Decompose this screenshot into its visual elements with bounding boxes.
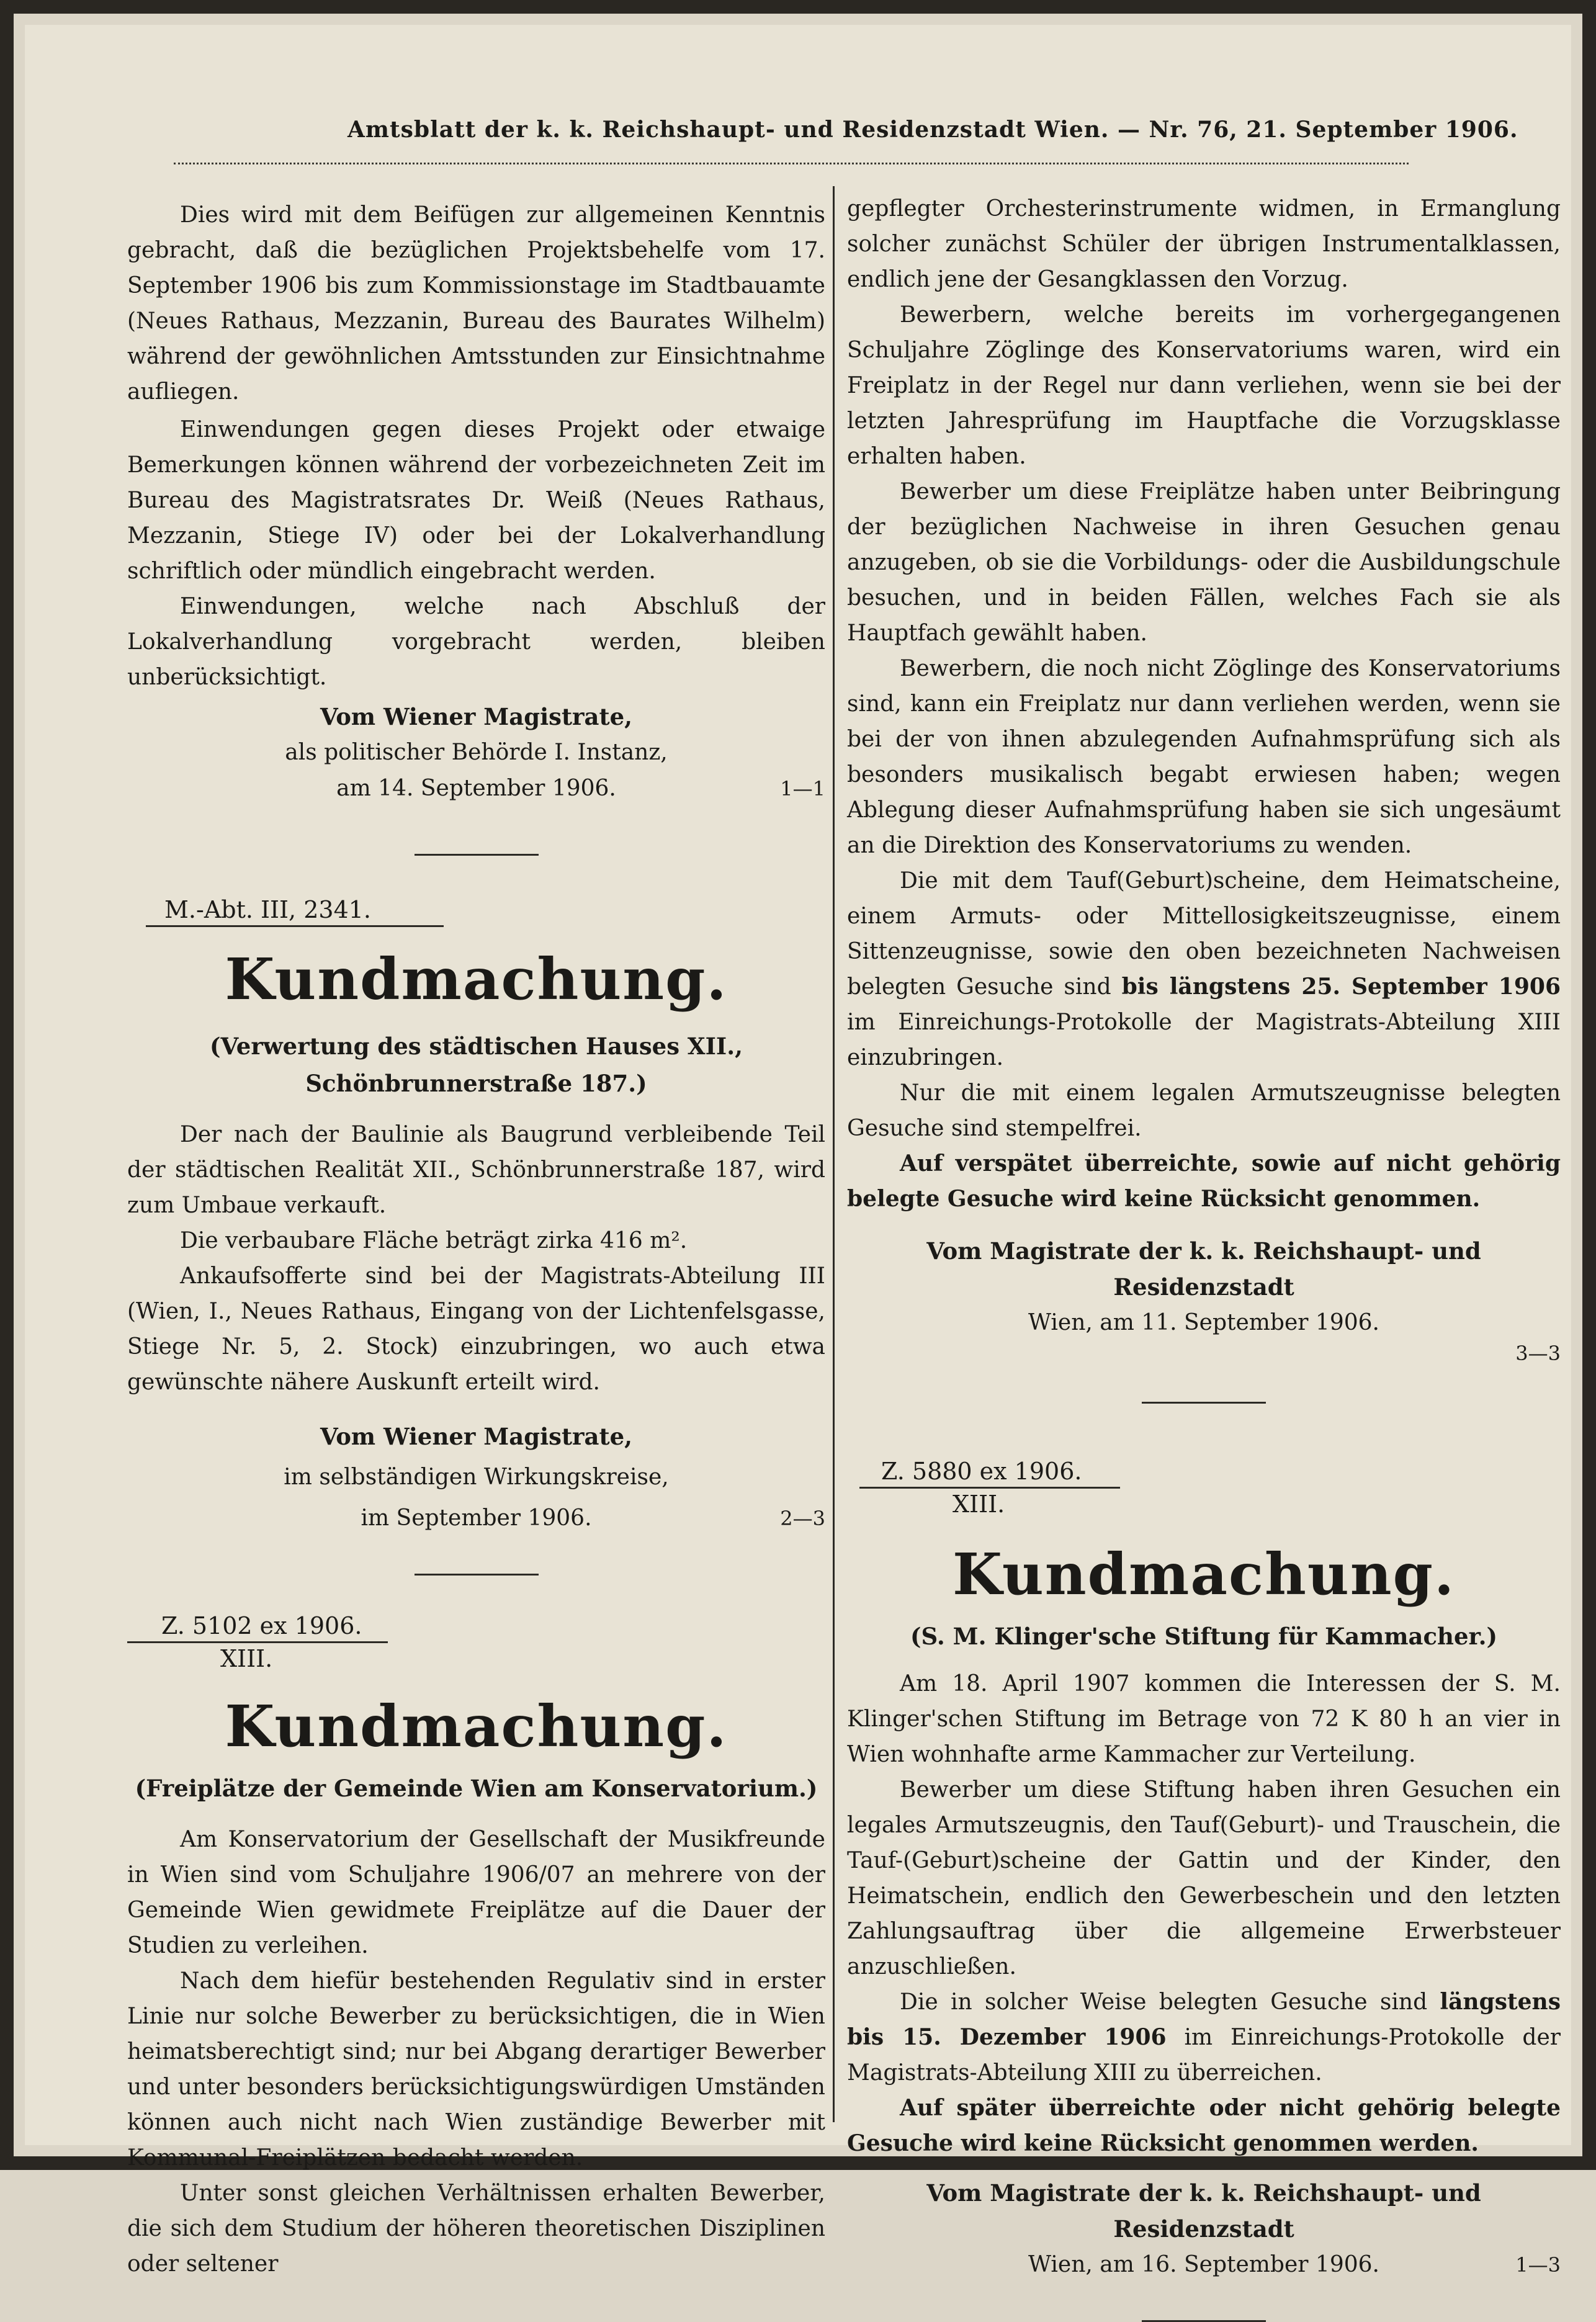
notice3-title: Kundmachung.	[952, 1541, 1456, 1608]
notice2-title: Kundmachung.	[225, 1693, 728, 1760]
cont-deadline: bis längstens 25. September 1906	[1121, 974, 1561, 1000]
notice2-paragraph-1: Am Konservatorium der Gesellschaft der Musikfreunde in Wien sind vom Schuljahre 1906/07 an mehrere von der Gemeinde Wien gewidmete Freiplätze auf die Dauer der Studien zu verleihen.	[127, 1827, 825, 1958]
intro-paragraph-1: Dies wird mit dem Beifügen zur allgemeinen Kenntnis gebracht, daß die bezüglichen Projektsbehelfe vom 17. September 1906 bis zum Kommissionstage im Stadtbauamte (Neues Rathaus, Mezzanin, Bureau des Baurates Wilhelm) während der gewöhnlichen Amtsstunden zur Einsichtnahme aufliegen.	[127, 202, 825, 405]
page-header: Amtsblatt der k. k. Reichshaupt- und Residenzstadt Wien. — Nr. 76, 21. September 1906.	[347, 117, 1518, 143]
header-rule	[174, 163, 1409, 164]
intro-paragraph-3: Einwendungen, welche nach Abschluß der Lokalverhandlung vorgebracht werden, bleiben unberücksichtigt.	[127, 594, 825, 690]
notice3-signature: Vom Magistrate der k. k. Reichshaupt- und Residenzstadt	[926, 2179, 1481, 2243]
notice2-subtitle: (Freiplätze der Gemeinde Wien am Konservatorium.)	[135, 1775, 818, 1802]
column-divider	[833, 186, 835, 2122]
intro-date-line	[127, 771, 825, 807]
intro-authority: als politischer Behörde I. Instanz,	[285, 740, 668, 765]
notice1-authority: im selbständigen Wirkungskreise,	[284, 1464, 669, 1490]
notice3-department: XIII.	[953, 1490, 1005, 1518]
notice2-reference: Z. 5102 ex 1906.	[161, 1612, 362, 1639]
notice3-paragraph-2: Bewerber um diese Stiftung haben ihren Gesuchen ein legales Armutszeugnis, den Tauf(Geburt)- und Trauschein, die Tauf-(Geburt)scheine der Gattin und der Kinder, den Heimatschein, endlich den Gewerbeschein und den letzten Zahlungsauftrag über die allgemeine Erwerbsteuer anzuschließen.	[847, 1777, 1561, 1979]
notice3-date-line	[847, 2247, 1561, 2283]
cont-paragraph-2: Bewerber um diese Freiplätze haben unter Beibringung der bezüglichen Nachweise in ihren Gesuchen genau anzugeben, ob sie die Vorbildungs- oder die Ausbildungschule besuchen, und in beiden Fällen, welches Fach sie als Hauptfach gewählt haben.	[847, 479, 1561, 646]
notice3-warning: Auf später überreichte oder nicht gehörig belegte Gesuche wird keine Rücksicht genommen werden.	[847, 2095, 1561, 2156]
notice3-deadline: längstens bis 15. Dezember 1906	[847, 1989, 1561, 2050]
notice3-subtitle: (S. M. Klinger'sche Stiftung für Kammacher.)	[910, 1623, 1497, 1650]
cont-date: Wien, am 11. September 1906.	[1028, 1310, 1379, 1335]
cont-signature: Vom Magistrate der k. k. Reichshaupt- und Residenzstadt	[926, 1237, 1481, 1301]
section-rule	[415, 854, 539, 856]
intro-signature: Vom Wiener Magistrate,	[320, 703, 633, 730]
cont-paragraph-4-text-c: im Einreichungs-Protokolle der Magistrats-Abteilung XIII einzubringen.	[847, 1010, 1561, 1070]
notice1-paragraph-1: Der nach der Baulinie als Baugrund verbleibende Teil der städtischen Realität XII., Schönbrunnerstraße 187, wird zum Umbaue verkauft.	[127, 1122, 825, 1218]
notice3-paragraph-3	[847, 1984, 1561, 2091]
cont-paragraph-4-text-a: Die mit dem Tauf(Geburt)scheine, dem Heimatscheine, einem Armuts- oder Mittellosigkeitszeugnisse, einem Sittenzeugnisse, sowie den oben bezeichneten Nachweisen belegten Gesuche sind	[847, 868, 1561, 1000]
notice3-date: Wien, am 16. September 1906.	[1028, 2252, 1379, 2277]
notice1-signature: Vom Wiener Magistrate,	[320, 1423, 633, 1450]
intro-paragraph-2: Einwendungen gegen dieses Projekt oder etwaige Bemerkungen können während der vorbezeichneten Zeit im Bureau des Magistratsrates Dr. Weiß (Neues Rathaus, Mezzanin, Stiege IV) oder bei der Lokalverhandlung schriftlich oder mündlich eingebracht werden.	[127, 417, 825, 584]
cont-warning: Auf verspätet überreichte, sowie auf nicht gehörig belegte Gesuche wird keine Rücksicht genommen.	[847, 1150, 1561, 1212]
notice1-date: im September 1906.	[361, 1505, 592, 1531]
notice3-paragraph-3-text-a: Die in solcher Weise belegten Gesuche sind	[900, 1989, 1440, 2015]
notice2-department: XIII.	[220, 1645, 273, 1672]
section-rule	[415, 1574, 539, 1576]
notice1-reference: M.-Abt. III, 2341.	[164, 896, 372, 923]
notice1-paragraph-3: Ankaufsofferte sind bei der Magistrats-Abteilung III (Wien, I., Neues Rathaus, Eingang von der Lichtenfelsgasse, Stiege Nr. 5, 2. Stock) einzubringen, wo auch etwa gewünschte nähere Auskunft erteilt wird.	[127, 1263, 825, 1395]
intro-number: 1—1	[780, 777, 825, 800]
notice2-paragraph-2: Nach dem hiefür bestehenden Regulativ sind in erster Linie nur solche Bewerber zu berücksichtigen, die in Wien heimatsberechtigt sind; nur bei Abgang derartiger Bewerber und unter besonders berücksichtigungswürdigen Umständen können auch nicht nach Wien zuständige Bewerber mit Kommunal-Freiplätzen bedacht werden.	[127, 1968, 825, 2171]
notice1-number: 2—3	[780, 1507, 825, 1530]
right-column	[847, 191, 1561, 2322]
intro-date: am 14. September 1906.	[336, 776, 616, 801]
left-column	[127, 197, 825, 2282]
notice3-paragraph-1: Am 18. April 1907 kommen die Interessen der S. M. Klinger'schen Stiftung im Betrage von 72 K 80 h an vier in Wien wohnhafte arme Kammacher zur Verteilung.	[847, 1671, 1561, 1767]
notice3-number: 1—3	[1515, 2253, 1561, 2277]
cont-paragraph-1: Bewerbern, welche bereits im vorhergegangenen Schuljahre Zöglinge des Konservatoriums waren, wird ein Freiplatz in der Regel nur dann verliehen, wenn sie bei der letzten Jahresprüfung im Hauptfache die Vorzugsklasse erhalten haben.	[847, 302, 1561, 469]
cont-number: 3—3	[1515, 1342, 1561, 1365]
notice1-date-line	[127, 1500, 825, 1536]
cont-paragraph-3: Bewerbern, die noch nicht Zöglinge des Konservatoriums sind, kann ein Freiplatz nur dann verliehen werden, wenn sie bei der von ihnen abzulegenden Aufnahmsprüfung sich als besonders musikalisch begabt erwiesen haben; wegen Ablegung dieser Aufnahmsprüfung haben sie sich ungesäumt an die Direktion des Konservatoriums zu wenden.	[847, 656, 1561, 858]
notice1-subtitle: (Verwertung des städtischen Hauses XII., Schönbrunnerstraße 187.)	[209, 1033, 743, 1097]
notice1-paragraph-2: Die verbaubare Fläche beträgt zirka 416 m².	[180, 1228, 688, 1253]
notice3-reference: Z. 5880 ex 1906.	[881, 1458, 1082, 1485]
cont-paragraph-5: Nur die mit einem legalen Armutszeugnisse belegten Gesuche sind stempelfrei.	[847, 1080, 1561, 1141]
cont-number-line	[847, 1341, 1561, 1366]
cont-paragraph-4	[847, 863, 1561, 1075]
notice3-paragraph-3-text-c: im Einreichungs-Protokolle der Magistrats-Abteilung XIII zu überreichen.	[847, 2025, 1561, 2086]
notice2-paragraph-3: Unter sonst gleichen Verhältnissen erhalten Bewerber, die sich dem Studium der höheren theoretischen Disziplinen oder seltener	[127, 2181, 825, 2277]
notice1-ref-rule	[146, 925, 444, 927]
section-rule	[1142, 1402, 1266, 1404]
continued-paragraph: gepflegter Orchesterinstrumente widmen, in Ermanglung solcher zunächst Schüler der übrigen Instrumentalklassen, endlich jene der Gesangklassen den Vorzug.	[847, 196, 1561, 292]
notice1-title: Kundmachung.	[225, 946, 728, 1013]
